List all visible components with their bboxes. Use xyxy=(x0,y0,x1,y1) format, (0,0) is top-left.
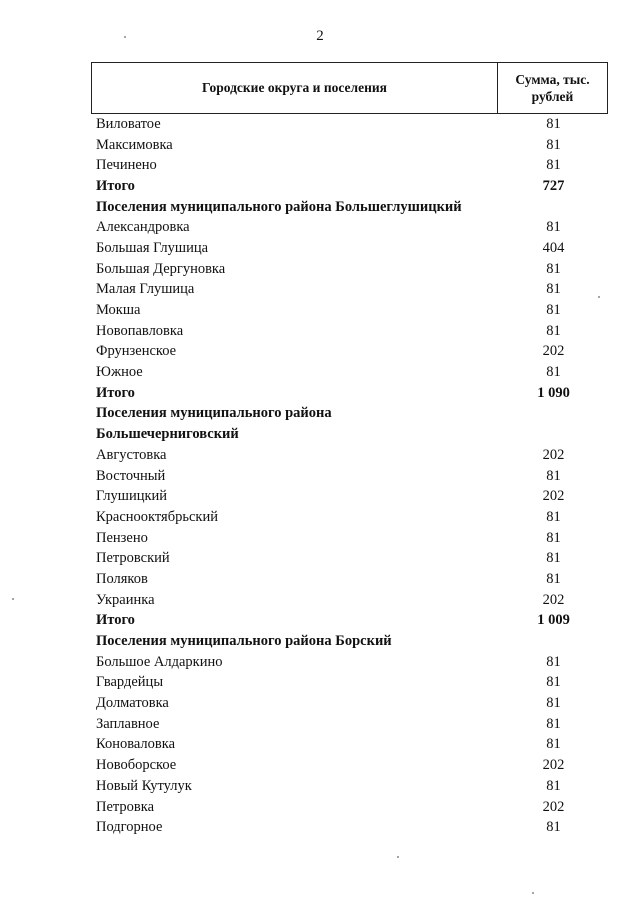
row-name: Большое Алдаркино xyxy=(96,653,223,670)
row-name: Украинка xyxy=(96,591,155,608)
row-value: 202 xyxy=(542,446,565,463)
row-value: 81 xyxy=(546,322,561,339)
row-value: 404 xyxy=(542,239,565,256)
table-row xyxy=(96,714,608,735)
row-name: Заплавное xyxy=(96,715,160,732)
row-value: 81 xyxy=(546,364,561,381)
row-name: Малая Глушица xyxy=(96,281,195,298)
scan-speck xyxy=(397,856,399,858)
table-row xyxy=(96,342,608,363)
table-row xyxy=(96,797,608,818)
row-name: Виловатое xyxy=(96,115,161,132)
page-number: 2 xyxy=(316,28,324,44)
row-value: 81 xyxy=(546,281,561,298)
row-value: 81 xyxy=(546,529,561,546)
row-value: 81 xyxy=(546,653,561,670)
row-name: Мокша xyxy=(96,302,141,319)
row-name: Августовка xyxy=(96,446,167,463)
row-value: 202 xyxy=(542,757,565,774)
table-row xyxy=(96,486,608,507)
table-row xyxy=(96,321,608,342)
table-row xyxy=(96,300,608,321)
row-name: Печинено xyxy=(96,157,157,174)
row-value: 81 xyxy=(546,550,561,567)
header-sum-column: Сумма, тыс. рублей xyxy=(515,72,590,104)
section-heading-row xyxy=(96,404,608,425)
row-name: Поселения муниципального района Большеглушицкий xyxy=(96,198,462,215)
scan-speck xyxy=(12,598,14,600)
table-row xyxy=(96,590,608,611)
row-value: 81 xyxy=(546,219,561,236)
table-row xyxy=(96,735,608,756)
scan-speck xyxy=(532,892,534,894)
row-name: Максимовка xyxy=(96,136,173,153)
row-name: Поселения муниципального района Борский xyxy=(96,633,392,650)
row-name: Большечерниговский xyxy=(96,426,239,443)
table-row xyxy=(96,776,608,797)
row-name: Долматовка xyxy=(96,695,169,712)
row-value: 202 xyxy=(542,488,565,505)
table-row xyxy=(96,238,608,259)
row-value: 81 xyxy=(546,819,561,836)
row-name: Большая Дергуновка xyxy=(96,260,226,277)
row-value: 81 xyxy=(546,508,561,525)
row-name: Глушицкий xyxy=(96,488,168,505)
table-row xyxy=(96,548,608,569)
row-value: 81 xyxy=(546,115,561,132)
row-value: 202 xyxy=(542,798,565,815)
table-row xyxy=(96,135,608,156)
row-value: 81 xyxy=(546,467,561,484)
row-name: Итого xyxy=(96,177,135,194)
section-heading-row xyxy=(96,424,608,445)
row-name: Коноваловка xyxy=(96,736,176,753)
row-value: 1 009 xyxy=(537,612,570,629)
row-name: Новоборское xyxy=(96,757,177,774)
scan-speck xyxy=(124,36,126,38)
total-row xyxy=(96,611,608,632)
row-name: Пензено xyxy=(96,529,148,546)
header-name-column: Городские округа и поселения xyxy=(92,63,498,113)
row-name: Новопавловка xyxy=(96,322,184,339)
row-name: Краснооктябрьский xyxy=(96,508,218,525)
row-name: Итого xyxy=(96,384,135,401)
row-value: 81 xyxy=(546,736,561,753)
row-name: Подгорное xyxy=(96,819,163,836)
table-row xyxy=(96,528,608,549)
table-row xyxy=(96,114,608,135)
row-value: 81 xyxy=(546,674,561,691)
total-row xyxy=(96,176,608,197)
row-name: Новый Кутулук xyxy=(96,777,192,794)
row-name: Итого xyxy=(96,612,135,629)
row-value: 81 xyxy=(546,777,561,794)
section-heading-row xyxy=(96,631,608,652)
table-row xyxy=(96,155,608,176)
row-name: Петровский xyxy=(96,550,170,567)
total-row xyxy=(96,383,608,404)
table-row xyxy=(96,445,608,466)
row-value: 727 xyxy=(542,177,565,194)
section-heading-row xyxy=(96,197,608,218)
row-name: Петровка xyxy=(96,798,155,815)
table-body xyxy=(96,114,608,838)
table-row xyxy=(96,466,608,487)
table-row xyxy=(96,259,608,280)
table-row xyxy=(96,673,608,694)
table-row xyxy=(96,507,608,528)
table-row xyxy=(96,217,608,238)
table-header xyxy=(91,62,608,114)
row-value: 81 xyxy=(546,715,561,732)
scan-speck xyxy=(598,296,600,298)
table-row xyxy=(96,693,608,714)
row-value: 81 xyxy=(546,260,561,277)
row-value: 1 090 xyxy=(537,384,570,401)
row-value: 81 xyxy=(546,302,561,319)
table-row xyxy=(96,362,608,383)
row-name: Александровка xyxy=(96,219,190,236)
table-row xyxy=(96,280,608,301)
row-name: Восточный xyxy=(96,467,166,484)
row-name: Фрунзенское xyxy=(96,343,177,360)
row-name: Большая Глушица xyxy=(96,239,209,256)
row-value: 81 xyxy=(546,570,561,587)
row-name: Южное xyxy=(96,364,143,381)
row-name: Поселения муниципального района xyxy=(96,405,332,422)
row-value: 81 xyxy=(546,695,561,712)
table-row xyxy=(96,652,608,673)
row-name: Поляков xyxy=(96,570,148,587)
row-value: 81 xyxy=(546,136,561,153)
row-value: 202 xyxy=(542,343,565,360)
table-row xyxy=(96,755,608,776)
row-value: 81 xyxy=(546,157,561,174)
table-row xyxy=(96,569,608,590)
table-row xyxy=(96,817,608,838)
row-name: Гвардейцы xyxy=(96,674,164,691)
row-value: 202 xyxy=(542,591,565,608)
